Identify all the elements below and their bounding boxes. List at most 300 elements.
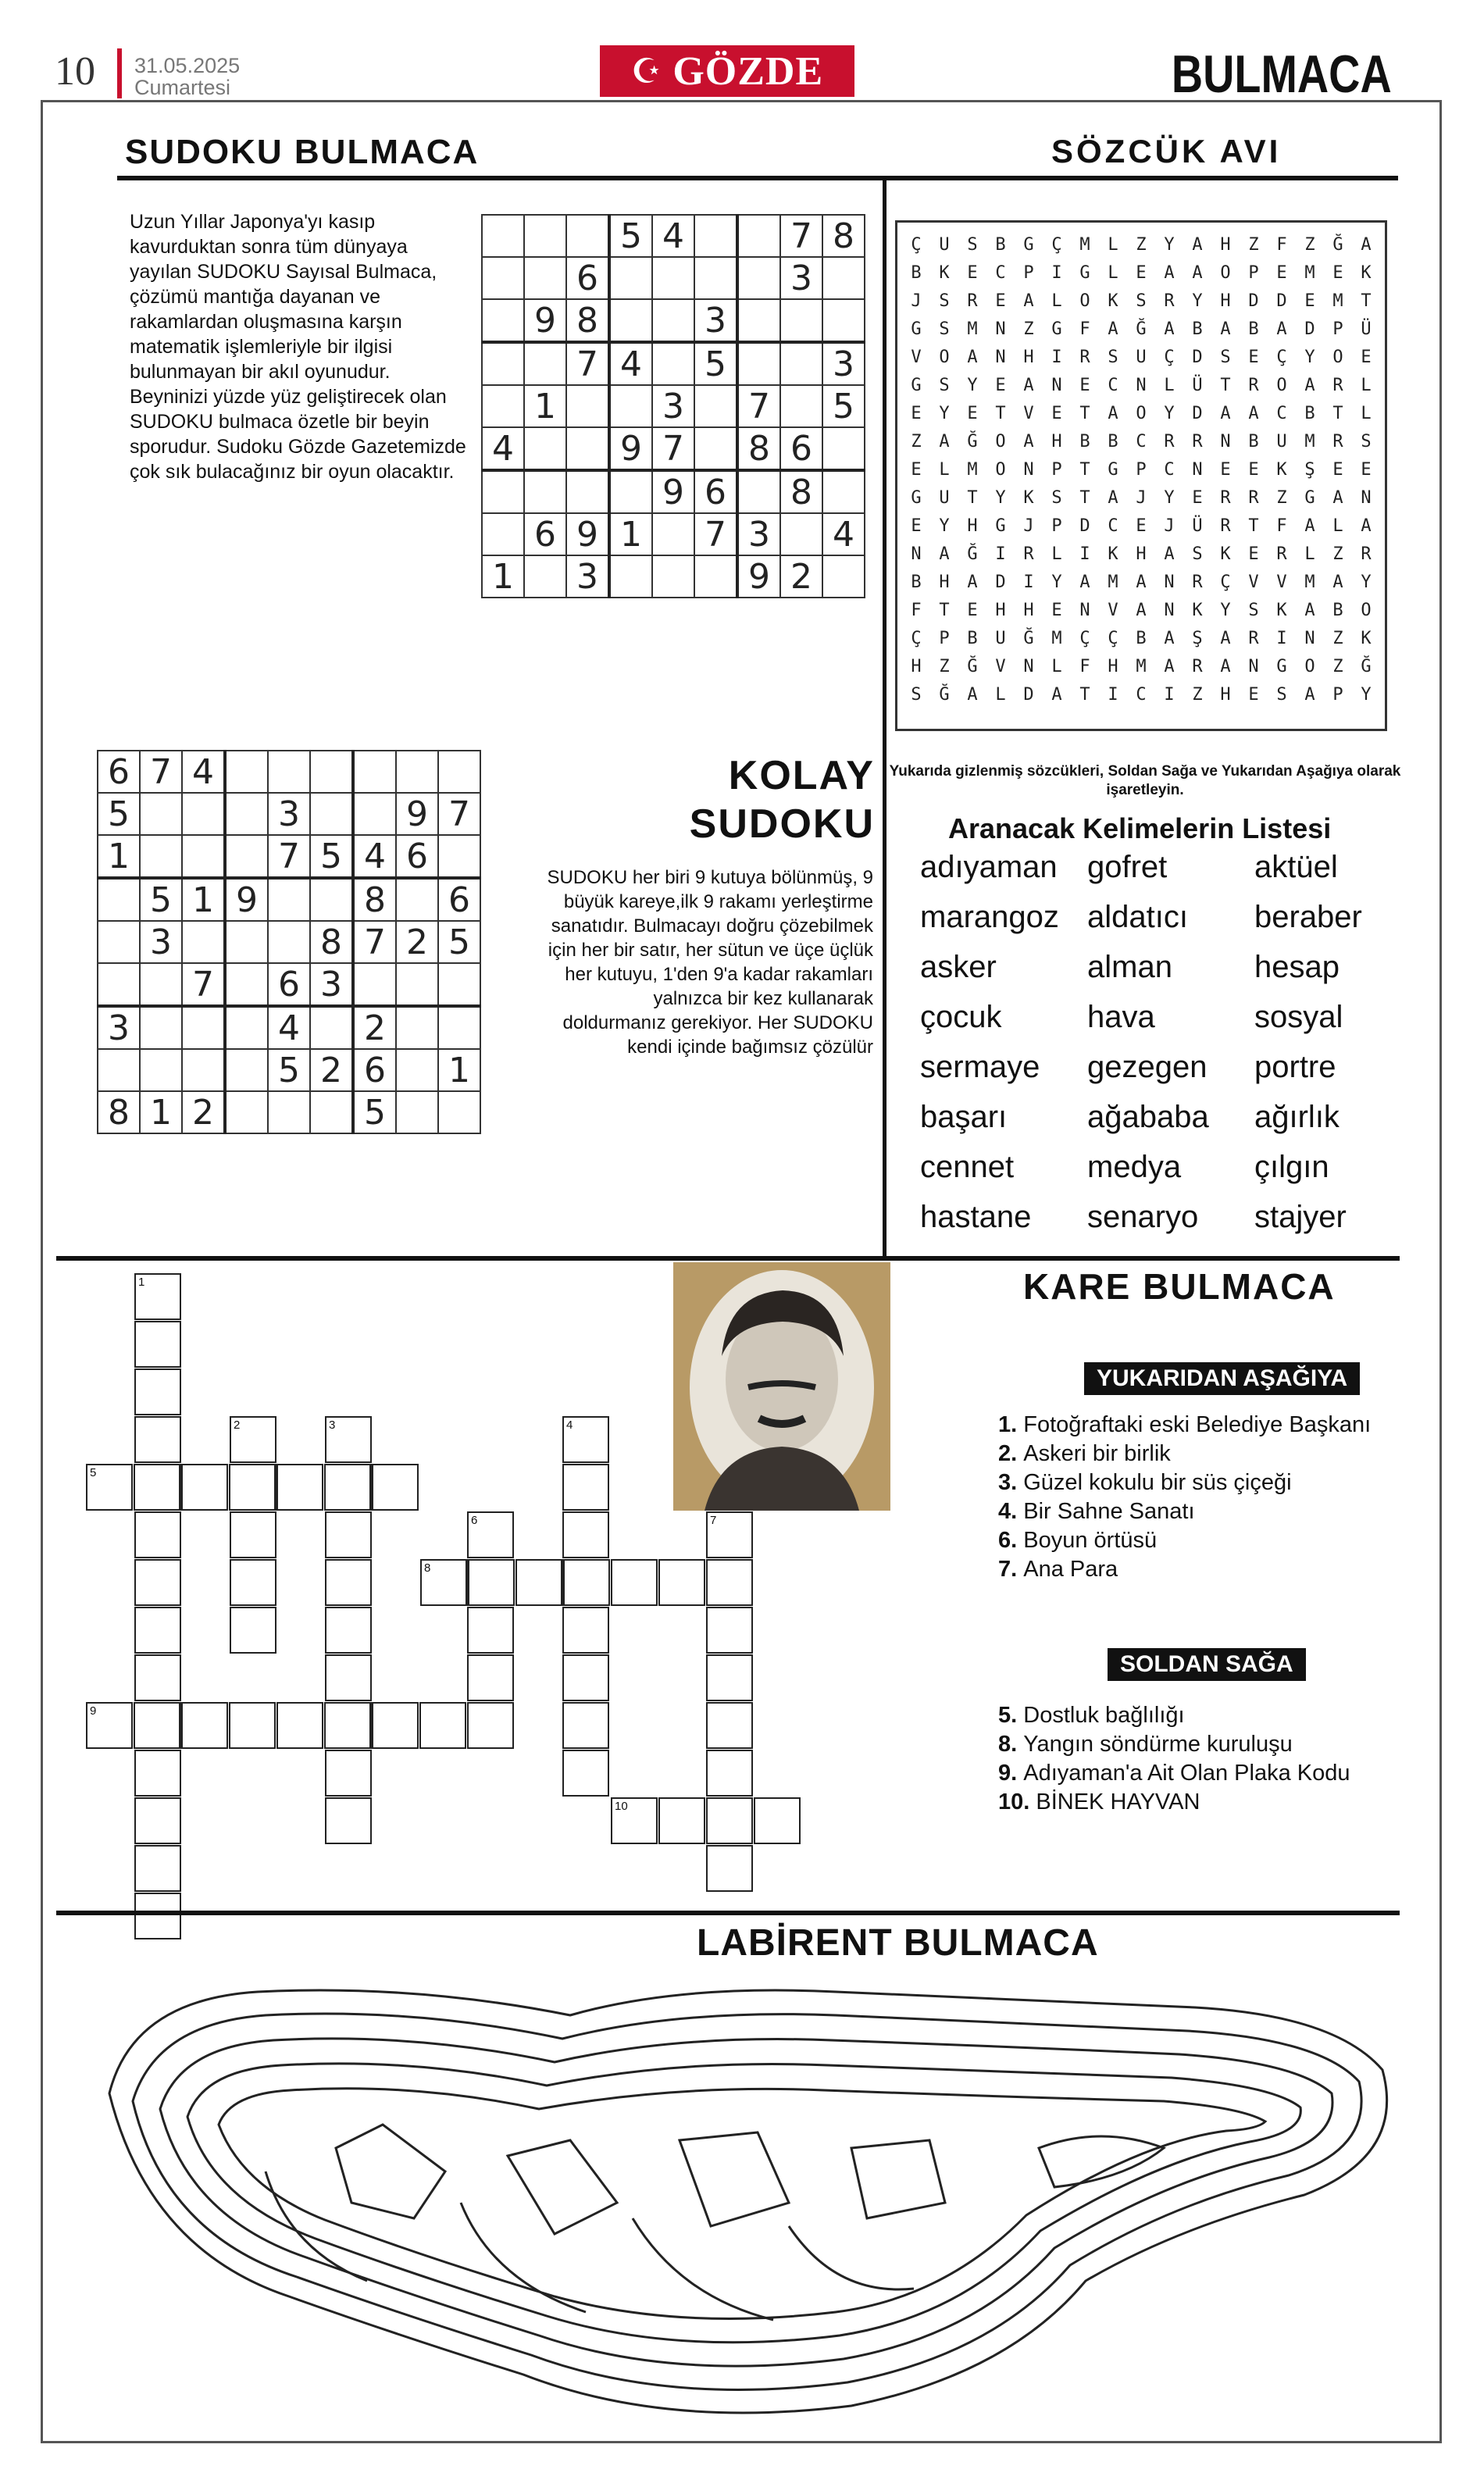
sudoku-cell[interactable]: 1: [524, 385, 566, 427]
sudoku-cell[interactable]: 1: [98, 835, 140, 878]
word-search-letter[interactable]: E: [995, 375, 1006, 395]
word-search-letter[interactable]: A: [1192, 234, 1203, 255]
sudoku-cell[interactable]: [396, 1091, 438, 1133]
word-search-letter[interactable]: M: [1304, 262, 1315, 283]
sudoku-cell[interactable]: [482, 385, 524, 427]
word-search-letter[interactable]: A: [1332, 572, 1343, 592]
sudoku-cell[interactable]: [524, 342, 566, 385]
word-search-letter[interactable]: L: [1332, 516, 1343, 536]
word-search-letter[interactable]: H: [1023, 347, 1034, 367]
word-search-letter[interactable]: V: [995, 656, 1006, 676]
sudoku-cell[interactable]: [524, 215, 566, 257]
word-search-letter[interactable]: V: [1248, 572, 1259, 592]
word-search-letter[interactable]: P: [1248, 262, 1259, 283]
sudoku-cell[interactable]: 9: [225, 878, 268, 921]
word-search-letter[interactable]: H: [1023, 600, 1034, 620]
word-search-letter[interactable]: E: [1248, 684, 1259, 705]
word-search-letter[interactable]: G: [995, 516, 1006, 536]
word-search-letter[interactable]: G: [911, 375, 922, 395]
crossword-cell[interactable]: [230, 1559, 276, 1606]
word-search-letter[interactable]: K: [1108, 544, 1118, 564]
word-search-letter[interactable]: U: [995, 628, 1006, 648]
word-search-letter[interactable]: N: [995, 347, 1006, 367]
sudoku-cell[interactable]: [524, 555, 566, 598]
word-search-letter[interactable]: L: [1108, 234, 1118, 255]
sudoku-cell[interactable]: [737, 342, 780, 385]
sudoku-cell[interactable]: [438, 1006, 480, 1049]
word-search-letter[interactable]: N: [1248, 656, 1259, 676]
word-search-letter[interactable]: K: [1192, 600, 1203, 620]
word-search-letter[interactable]: A: [1108, 319, 1118, 339]
word-search-letter[interactable]: T: [995, 403, 1006, 423]
sudoku-cell[interactable]: [98, 921, 140, 963]
crossword-cell[interactable]: [706, 1654, 753, 1701]
word-search-letter[interactable]: F: [1079, 319, 1090, 339]
sudoku-cell[interactable]: [98, 878, 140, 921]
sudoku-cell[interactable]: [524, 257, 566, 299]
word-search-letter[interactable]: B: [1332, 600, 1343, 620]
word-search-letter[interactable]: J: [911, 291, 922, 311]
word-search-letter[interactable]: E: [1361, 459, 1372, 480]
sudoku-cell[interactable]: 5: [98, 793, 140, 835]
word-search-letter[interactable]: O: [1361, 600, 1372, 620]
sudoku-cell[interactable]: [609, 470, 652, 513]
word-search-letter[interactable]: K: [1276, 600, 1287, 620]
word-search-letter[interactable]: E: [967, 600, 978, 620]
sudoku-cell[interactable]: [438, 963, 480, 1006]
word-search-letter[interactable]: E: [1051, 600, 1062, 620]
word-search-letter[interactable]: Y: [1164, 403, 1175, 423]
sudoku-cell[interactable]: [822, 427, 865, 470]
crossword-cell[interactable]: [86, 1464, 133, 1511]
word-search-letter[interactable]: Y: [1192, 291, 1203, 311]
word-search-letter[interactable]: E: [911, 459, 922, 480]
word-search-letter[interactable]: I: [1079, 544, 1090, 564]
sudoku-cell[interactable]: [268, 878, 310, 921]
word-search-letter[interactable]: A: [1332, 487, 1343, 508]
crossword-cell[interactable]: [134, 1893, 181, 1939]
word-search-letter[interactable]: E: [1276, 262, 1287, 283]
crossword-cell[interactable]: [706, 1845, 753, 1892]
sudoku-cell[interactable]: [396, 963, 438, 1006]
crossword-cell[interactable]: [754, 1797, 801, 1844]
word-search-letter[interactable]: R: [1361, 544, 1372, 564]
crossword-cell[interactable]: [134, 1511, 181, 1558]
sudoku-cell[interactable]: [140, 793, 182, 835]
sudoku-cell[interactable]: [694, 215, 737, 257]
crossword-cell[interactable]: [325, 1607, 372, 1654]
sudoku-cell[interactable]: 8: [822, 215, 865, 257]
word-search-letter[interactable]: L: [939, 459, 950, 480]
sudoku-cell[interactable]: [225, 1049, 268, 1091]
word-search-letter[interactable]: Ç: [1276, 347, 1287, 367]
sudoku-cell[interactable]: 2: [396, 921, 438, 963]
crossword-cell[interactable]: [134, 1464, 180, 1511]
word-search-letter[interactable]: B: [1079, 431, 1090, 451]
word-search-letter[interactable]: A: [967, 347, 978, 367]
sudoku-cell[interactable]: [140, 1006, 182, 1049]
word-search-letter[interactable]: Ç: [911, 234, 922, 255]
word-search-letter[interactable]: O: [1136, 403, 1147, 423]
sudoku-cell[interactable]: 2: [353, 1006, 396, 1049]
word-search-letter[interactable]: R: [1192, 431, 1203, 451]
word-search-letter[interactable]: H: [995, 600, 1006, 620]
word-search-letter[interactable]: B: [1108, 431, 1118, 451]
word-search-letter[interactable]: A: [1220, 403, 1231, 423]
word-search-letter[interactable]: S: [1136, 291, 1147, 311]
word-search-letter[interactable]: B: [967, 628, 978, 648]
word-search-letter[interactable]: E: [1051, 403, 1062, 423]
word-search-letter[interactable]: I: [995, 544, 1006, 564]
word-search-letter[interactable]: M: [967, 459, 978, 480]
sudoku-cell[interactable]: [140, 835, 182, 878]
word-search-letter[interactable]: T: [1332, 403, 1343, 423]
sudoku-cell[interactable]: 7: [182, 963, 225, 1006]
word-search-letter[interactable]: G: [911, 487, 922, 508]
crossword-cell[interactable]: [134, 1607, 181, 1654]
word-search-letter[interactable]: S: [1108, 347, 1118, 367]
word-search-letter[interactable]: Ş: [1192, 628, 1203, 648]
crossword-cell[interactable]: [467, 1607, 514, 1654]
sudoku-cell[interactable]: 3: [140, 921, 182, 963]
sudoku-cell[interactable]: 3: [268, 793, 310, 835]
word-search-letter[interactable]: A: [1304, 516, 1315, 536]
word-search-letter[interactable]: N: [1304, 628, 1315, 648]
word-search-letter[interactable]: Y: [1304, 347, 1315, 367]
word-search-letter[interactable]: F: [1276, 234, 1287, 255]
word-search-letter[interactable]: K: [1361, 628, 1372, 648]
word-search-letter[interactable]: U: [939, 234, 950, 255]
word-search-letter[interactable]: R: [1276, 544, 1287, 564]
sudoku-cell[interactable]: 5: [310, 835, 353, 878]
sudoku-cell[interactable]: [182, 1049, 225, 1091]
word-search-letter[interactable]: U: [1276, 431, 1287, 451]
crossword-cell[interactable]: [134, 1368, 181, 1415]
word-search-letter[interactable]: M: [1136, 656, 1147, 676]
crossword-cell[interactable]: [468, 1559, 515, 1606]
word-search-letter[interactable]: D: [1192, 403, 1203, 423]
sudoku-cell[interactable]: [566, 470, 609, 513]
sudoku-cell[interactable]: 9: [737, 555, 780, 598]
crossword-cell[interactable]: [562, 1464, 609, 1511]
sudoku-cell[interactable]: [652, 299, 694, 342]
word-search-letter[interactable]: F: [911, 600, 922, 620]
sudoku-cell[interactable]: [822, 555, 865, 598]
word-search-letter[interactable]: E: [1248, 459, 1259, 480]
word-search-letter[interactable]: Y: [1051, 572, 1062, 592]
sudoku-cell[interactable]: [353, 751, 396, 793]
crossword-cell[interactable]: [419, 1702, 466, 1749]
word-search-letter[interactable]: H: [967, 516, 978, 536]
sudoku-cell[interactable]: 4: [353, 835, 396, 878]
sudoku-cell[interactable]: [652, 555, 694, 598]
word-search-letter[interactable]: A: [1220, 656, 1231, 676]
word-search-letter[interactable]: Ç: [1164, 347, 1175, 367]
word-search-letter[interactable]: I: [1051, 347, 1062, 367]
word-search-letter[interactable]: P: [1051, 516, 1062, 536]
sudoku-cell[interactable]: [566, 385, 609, 427]
sudoku-cell[interactable]: [396, 1006, 438, 1049]
crossword-cell[interactable]: [276, 1702, 323, 1749]
crossword-cell[interactable]: [134, 1797, 181, 1844]
word-search-letter[interactable]: O: [1332, 347, 1343, 367]
word-search-letter[interactable]: Z: [1023, 319, 1034, 339]
word-search-letter[interactable]: M: [1108, 572, 1118, 592]
word-search-letter[interactable]: I: [1164, 684, 1175, 705]
word-search-letter[interactable]: H: [939, 572, 950, 592]
word-search-letter[interactable]: E: [911, 403, 922, 423]
word-search-letter[interactable]: D: [1023, 684, 1034, 705]
word-search-letter[interactable]: E: [1332, 262, 1343, 283]
crossword-cell[interactable]: [562, 1416, 609, 1463]
sudoku-cell[interactable]: 5: [609, 215, 652, 257]
word-search-letter[interactable]: H: [1051, 431, 1062, 451]
word-search-letter[interactable]: E: [1332, 459, 1343, 480]
sudoku-cell[interactable]: 7: [737, 385, 780, 427]
word-search-letter[interactable]: U: [1136, 347, 1147, 367]
word-search-letter[interactable]: E: [1192, 487, 1203, 508]
word-search-letter[interactable]: N: [995, 319, 1006, 339]
word-search-letter[interactable]: P: [1023, 262, 1034, 283]
word-search-letter[interactable]: Y: [967, 375, 978, 395]
sudoku-cell[interactable]: 9: [524, 299, 566, 342]
crossword-cell[interactable]: [134, 1321, 181, 1368]
word-search-letter[interactable]: H: [1136, 544, 1147, 564]
crossword-cell[interactable]: [372, 1702, 419, 1749]
sudoku-cell[interactable]: [438, 835, 480, 878]
word-search-letter[interactable]: E: [1248, 347, 1259, 367]
sudoku-cell[interactable]: 9: [652, 470, 694, 513]
word-search-letter[interactable]: S: [967, 234, 978, 255]
word-search-letter[interactable]: K: [1361, 262, 1372, 283]
sudoku-cell[interactable]: 8: [310, 921, 353, 963]
sudoku-cell[interactable]: [98, 963, 140, 1006]
crossword-cell[interactable]: [562, 1750, 609, 1797]
word-search-letter[interactable]: A: [1136, 600, 1147, 620]
word-search-letter[interactable]: T: [1079, 487, 1090, 508]
word-search-letter[interactable]: G: [911, 319, 922, 339]
crossword-cell[interactable]: [563, 1559, 610, 1606]
word-search-letter[interactable]: E: [911, 516, 922, 536]
word-search-letter[interactable]: A: [1108, 487, 1118, 508]
sudoku-cell[interactable]: 3: [310, 963, 353, 1006]
sudoku-cell[interactable]: 1: [182, 878, 225, 921]
crossword-cell[interactable]: [134, 1654, 181, 1701]
word-search-letter[interactable]: T: [1220, 375, 1231, 395]
sudoku-cell[interactable]: 7: [140, 751, 182, 793]
word-search-letter[interactable]: B: [1304, 403, 1315, 423]
sudoku-cell[interactable]: [396, 1049, 438, 1091]
word-search-letter[interactable]: Z: [1304, 234, 1315, 255]
crossword-cell[interactable]: [325, 1416, 372, 1463]
crossword-cell[interactable]: [562, 1702, 609, 1749]
crossword-cell[interactable]: [420, 1559, 467, 1606]
word-search-letter[interactable]: Z: [1136, 234, 1147, 255]
word-search-letter[interactable]: C: [1108, 516, 1118, 536]
sudoku-cell[interactable]: [353, 793, 396, 835]
word-search-letter[interactable]: B: [911, 572, 922, 592]
sudoku-cell[interactable]: [353, 963, 396, 1006]
word-search-letter[interactable]: Y: [939, 516, 950, 536]
sudoku-cell[interactable]: 8: [98, 1091, 140, 1133]
sudoku-cell[interactable]: [140, 1049, 182, 1091]
sudoku-cell[interactable]: 3: [652, 385, 694, 427]
sudoku-cell[interactable]: 5: [140, 878, 182, 921]
word-search-letter[interactable]: A: [1108, 403, 1118, 423]
word-search-letter[interactable]: A: [939, 431, 950, 451]
word-search-letter[interactable]: D: [1304, 319, 1315, 339]
word-search-letter[interactable]: G: [1023, 234, 1034, 255]
sudoku-cell[interactable]: [482, 299, 524, 342]
sudoku-cell[interactable]: 4: [268, 1006, 310, 1049]
word-search-letter[interactable]: J: [1023, 516, 1034, 536]
sudoku-cell[interactable]: 6: [353, 1049, 396, 1091]
sudoku-cell[interactable]: [140, 963, 182, 1006]
word-search-letter[interactable]: A: [1023, 375, 1034, 395]
word-search-letter[interactable]: R: [1164, 431, 1175, 451]
word-search-letter[interactable]: A: [939, 544, 950, 564]
sudoku-cell[interactable]: 9: [566, 513, 609, 555]
word-search-letter[interactable]: N: [1023, 656, 1034, 676]
word-search-letter[interactable]: Y: [1361, 684, 1372, 705]
sudoku-cell[interactable]: [225, 1091, 268, 1133]
sudoku-cell[interactable]: [225, 963, 268, 1006]
sudoku-cell[interactable]: [524, 427, 566, 470]
word-search-letter[interactable]: G: [1051, 319, 1062, 339]
crossword-cell[interactable]: [276, 1464, 323, 1511]
word-search-letter[interactable]: Ğ: [1332, 234, 1343, 255]
sudoku-cell[interactable]: [609, 385, 652, 427]
word-search-letter[interactable]: V: [1108, 600, 1118, 620]
word-search-letter[interactable]: M: [1079, 234, 1090, 255]
sudoku-cell[interactable]: 3: [780, 257, 822, 299]
word-search-letter[interactable]: N: [911, 544, 922, 564]
word-search-letter[interactable]: Z: [1276, 487, 1287, 508]
sudoku-cell[interactable]: [737, 470, 780, 513]
sudoku-cell[interactable]: 7: [438, 793, 480, 835]
word-search-letter[interactable]: D: [995, 572, 1006, 592]
sudoku-cell[interactable]: 3: [737, 513, 780, 555]
sudoku-cell[interactable]: 1: [140, 1091, 182, 1133]
word-search-letter[interactable]: Ş: [1304, 459, 1315, 480]
word-search-letter[interactable]: O: [995, 459, 1006, 480]
sudoku-cell[interactable]: [780, 385, 822, 427]
sudoku-cell[interactable]: [482, 342, 524, 385]
word-search-letter[interactable]: A: [1164, 544, 1175, 564]
crossword-cell[interactable]: [325, 1559, 372, 1606]
word-search-letter[interactable]: A: [1220, 319, 1231, 339]
word-search-letter[interactable]: P: [1332, 684, 1343, 705]
word-search-letter[interactable]: T: [1079, 684, 1090, 705]
word-search-letter[interactable]: E: [1248, 544, 1259, 564]
crossword-cell[interactable]: [134, 1416, 181, 1463]
word-search-grid[interactable]: [895, 220, 1387, 731]
word-search-letter[interactable]: L: [1164, 375, 1175, 395]
word-search-letter[interactable]: Y: [1164, 487, 1175, 508]
sudoku-cell[interactable]: [694, 555, 737, 598]
word-search-letter[interactable]: K: [939, 262, 950, 283]
maze-drawing[interactable]: [86, 1968, 1406, 2437]
word-search-letter[interactable]: V: [1023, 403, 1034, 423]
sudoku-cell[interactable]: [482, 470, 524, 513]
word-search-letter[interactable]: Ü: [1192, 516, 1203, 536]
crossword-cell[interactable]: [134, 1750, 181, 1797]
word-search-letter[interactable]: B: [1136, 628, 1147, 648]
word-search-letter[interactable]: G: [1304, 487, 1315, 508]
easy-sudoku-grid[interactable]: [97, 750, 481, 1134]
word-search-letter[interactable]: A: [967, 684, 978, 705]
word-search-letter[interactable]: P: [1136, 459, 1147, 480]
crossword-cell[interactable]: [229, 1702, 276, 1749]
word-search-letter[interactable]: Z: [1192, 684, 1203, 705]
sudoku-cell[interactable]: [822, 257, 865, 299]
sudoku-cell[interactable]: 6: [268, 963, 310, 1006]
word-search-letter[interactable]: Ğ: [939, 684, 950, 705]
sudoku-cell[interactable]: [652, 342, 694, 385]
sudoku-cell[interactable]: [182, 921, 225, 963]
word-search-letter[interactable]: H: [1108, 656, 1118, 676]
sudoku-cell[interactable]: [268, 921, 310, 963]
word-search-letter[interactable]: A: [1136, 572, 1147, 592]
crossword-cell[interactable]: [134, 1273, 181, 1320]
word-search-letter[interactable]: Ğ: [967, 544, 978, 564]
word-search-letter[interactable]: E: [1304, 291, 1315, 311]
word-search-letter[interactable]: E: [995, 291, 1006, 311]
sudoku-cell[interactable]: [652, 513, 694, 555]
sudoku-cell[interactable]: [438, 1091, 480, 1133]
word-search-letter[interactable]: N: [1220, 431, 1231, 451]
crossword-cell[interactable]: [658, 1559, 705, 1606]
word-search-letter[interactable]: F: [1276, 516, 1287, 536]
word-search-letter[interactable]: E: [1079, 375, 1090, 395]
crossword-cell[interactable]: [467, 1654, 514, 1701]
sudoku-grid[interactable]: [481, 214, 865, 598]
word-search-letter[interactable]: C: [1108, 375, 1118, 395]
sudoku-cell[interactable]: 3: [566, 555, 609, 598]
crossword-cell[interactable]: [86, 1702, 133, 1749]
sudoku-cell[interactable]: [438, 751, 480, 793]
word-search-letter[interactable]: L: [1361, 403, 1372, 423]
word-search-letter[interactable]: E: [1361, 347, 1372, 367]
sudoku-cell[interactable]: 3: [98, 1006, 140, 1049]
sudoku-cell[interactable]: 4: [822, 513, 865, 555]
crossword-cell[interactable]: [134, 1702, 180, 1749]
crossword-cell[interactable]: [324, 1702, 371, 1749]
word-search-letter[interactable]: C: [1136, 684, 1147, 705]
sudoku-cell[interactable]: [310, 751, 353, 793]
sudoku-cell[interactable]: 8: [780, 470, 822, 513]
crossword-cell[interactable]: [230, 1511, 276, 1558]
word-search-letter[interactable]: Z: [911, 431, 922, 451]
sudoku-cell[interactable]: [482, 215, 524, 257]
word-search-letter[interactable]: Y: [995, 487, 1006, 508]
word-search-letter[interactable]: A: [1192, 262, 1203, 283]
word-search-letter[interactable]: Z: [1332, 656, 1343, 676]
sudoku-cell[interactable]: 4: [482, 427, 524, 470]
word-search-letter[interactable]: O: [1220, 262, 1231, 283]
sudoku-cell[interactable]: 8: [353, 878, 396, 921]
word-search-letter[interactable]: P: [1332, 319, 1343, 339]
sudoku-cell[interactable]: 6: [438, 878, 480, 921]
word-search-letter[interactable]: S: [1361, 431, 1372, 451]
sudoku-cell[interactable]: 6: [566, 257, 609, 299]
word-search-letter[interactable]: Ü: [1192, 375, 1203, 395]
sudoku-cell[interactable]: [780, 342, 822, 385]
sudoku-cell[interactable]: 6: [524, 513, 566, 555]
sudoku-cell[interactable]: [225, 921, 268, 963]
word-search-letter[interactable]: A: [1164, 656, 1175, 676]
word-search-letter[interactable]: Ğ: [1136, 319, 1147, 339]
